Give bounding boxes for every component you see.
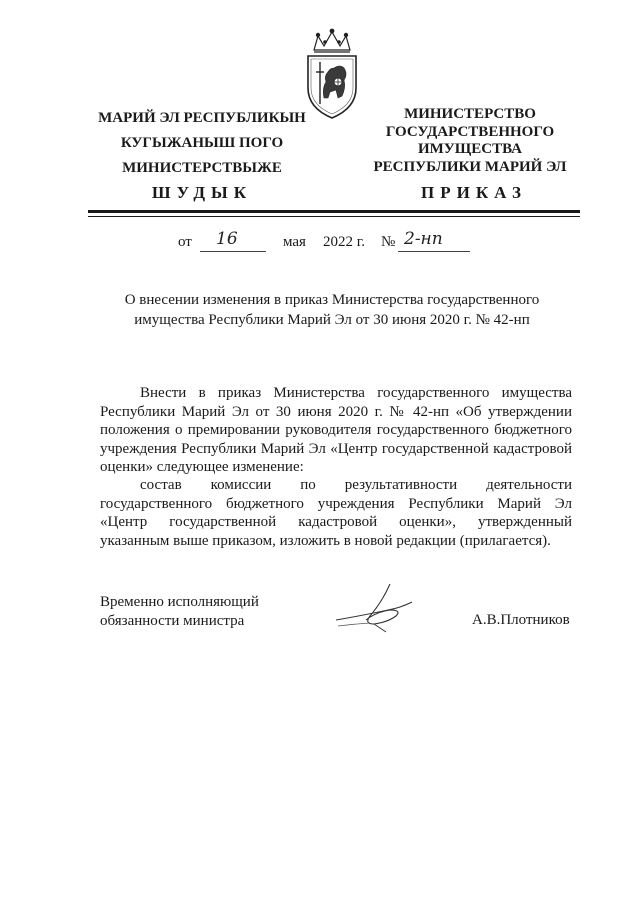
doc-type-right: ПРИКАЗ (421, 183, 527, 202)
header-divider-thick (88, 210, 580, 213)
signatory-name: А.В.Плотников (472, 612, 570, 628)
subject-line1: О внесении изменения в приказ Министерства государственного (124, 292, 540, 308)
header-left-line2: КУГЫЖАНЫШ ПОГО (120, 135, 284, 151)
date-year: 2022 г. (323, 234, 365, 250)
doc-number: 2-нп (404, 229, 443, 249)
date-month: мая (283, 234, 306, 250)
header-right-line4: РЕСПУБЛИКИ МАРИЙ ЭЛ (373, 158, 567, 175)
header-right-block (352, 106, 588, 176)
header-divider-thin (88, 216, 580, 217)
signatory-position (100, 593, 259, 631)
header-right-line1: МИНИСТЕРСТВО (404, 106, 536, 122)
body-paragraph-2: состав комиссии по результативности деятельности государственного бюджетного учреждения Республики Марий Эл «Центр государственной кадастровой оценки», утвержденный указанным выше приказом, изложить в новой редакции (прилагается). (100, 477, 572, 549)
document-subject (92, 290, 572, 330)
header-right-line2: ГОСУДАРСТВЕННОГО (385, 123, 555, 140)
date-from-label: от (178, 234, 192, 250)
handwritten-signature-icon (330, 580, 426, 636)
date-day-underline (200, 251, 266, 252)
date-day: 16 (216, 229, 238, 249)
doc-type-left: ШУДЫК (151, 183, 253, 202)
subject-line2: имущества Республики Марий Эл от 30 июня 2020 г. № 42-нп (134, 312, 530, 328)
header-left-block (88, 106, 316, 181)
number-sign: № (381, 234, 396, 250)
position-line2: обязанности министра (100, 613, 245, 629)
header-left-line3: МИНИСТЕРСТВЫЖЕ (122, 160, 282, 176)
number-underline (398, 251, 470, 252)
position-line1: Временно исполняющий (100, 594, 259, 610)
header-left-line1: МАРИЙ ЭЛ РЕСПУБЛИКЫН (98, 110, 306, 126)
header-right-line3: ИМУЩЕСТВА (417, 141, 523, 157)
body-paragraph-1: Внести в приказ Министерства государственного имущества Республики Марий Эл от 30 июня 2020 г. № 42-нп «Об утверждении положения о премировании руководителя государственного бюджетного учреждения Республики Марий Эл «Центр государственной кадастровой оценки» следующее изменение: (100, 385, 572, 475)
